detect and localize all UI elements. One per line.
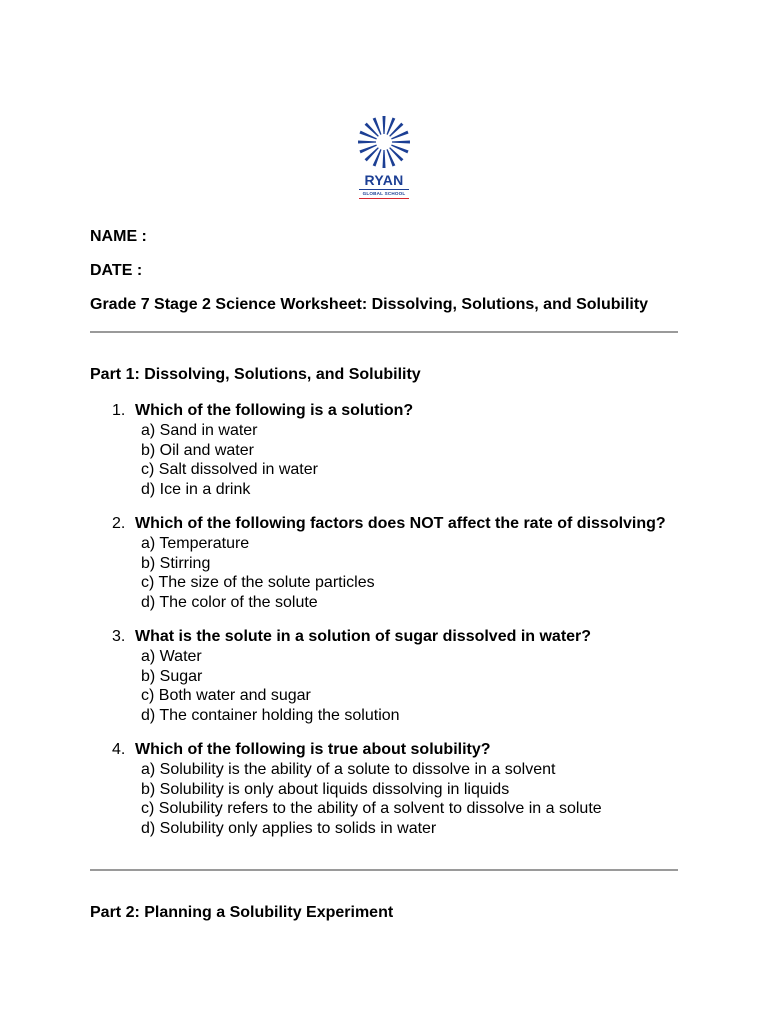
question-number: 4. <box>112 741 126 758</box>
logo-ray <box>392 140 410 143</box>
divider <box>90 869 678 871</box>
question-4 <box>112 740 602 838</box>
option: d) The color of the solute <box>141 593 318 611</box>
part1-heading: Part 1: Dissolving, Solutions, and Solubility <box>90 366 421 383</box>
worksheet-title: Grade 7 Stage 2 Science Worksheet: Dissolving, Solutions, and Solubility <box>90 296 649 313</box>
question-text: Which of the following is true about solubility? <box>135 741 491 758</box>
question-text: What is the solute in a solution of sugar dissolved in water? <box>135 628 592 645</box>
logo-ray <box>382 150 385 168</box>
option: a) Water <box>141 648 202 665</box>
option: b) Stirring <box>141 554 211 572</box>
option-list <box>141 647 591 725</box>
question-number: 1. <box>112 402 126 419</box>
logo-ray <box>382 116 385 134</box>
logo-rule-bottom <box>359 198 409 199</box>
question-number: 2. <box>112 515 126 532</box>
option: c) Solubility refers to the ability of a solvent to dissolve in a solute <box>141 800 602 818</box>
option: b) Sugar <box>141 667 203 685</box>
name-label: NAME : <box>90 228 147 245</box>
option: d) Solubility only applies to solids in water <box>141 819 437 837</box>
option-list <box>141 760 602 838</box>
logo-wordmark: RYAN <box>364 172 404 188</box>
option: a) Sand in water <box>141 422 258 439</box>
school-logo <box>356 114 412 206</box>
sunburst-icon <box>356 114 412 170</box>
option: c) Salt dissolved in water <box>141 461 318 479</box>
option: c) Both water and sugar <box>141 687 311 705</box>
question-text: Which of the following is a solution? <box>135 402 414 419</box>
option: a) Solubility is the ability of a solute to dissolve in a solvent <box>141 761 556 778</box>
logo-subtitle: GLOBAL SCHOOL <box>362 191 406 196</box>
option: d) Ice in a drink <box>141 480 251 498</box>
date-label: DATE : <box>90 262 143 279</box>
divider <box>90 331 678 333</box>
option: a) Temperature <box>141 535 250 552</box>
option: b) Oil and water <box>141 441 254 459</box>
option: c) The size of the solute particles <box>141 574 375 592</box>
option: b) Solubility is only about liquids dissolving in liquids <box>141 780 510 798</box>
option: d) The container holding the solution <box>141 706 400 724</box>
question-2 <box>112 514 666 612</box>
logo-ray <box>358 140 376 143</box>
question-number: 3. <box>112 628 126 645</box>
question-3 <box>112 627 591 725</box>
part2-heading: Part 2: Planning a Solubility Experiment <box>90 904 394 921</box>
option-list <box>141 421 413 499</box>
question-text: Which of the following factors does NOT affect the rate of dissolving? <box>135 515 666 532</box>
question-1 <box>112 401 413 499</box>
option-list <box>141 534 666 612</box>
